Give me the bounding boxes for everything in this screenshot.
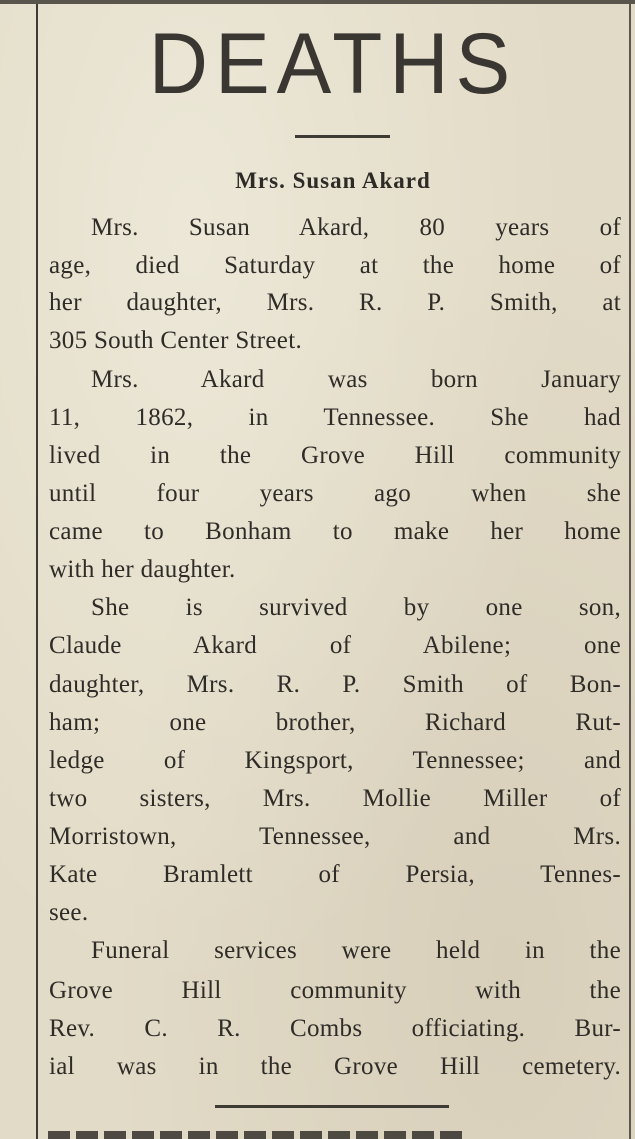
body-line: Mrs. Akard was born January <box>91 366 621 393</box>
article-end-rule <box>215 1105 449 1108</box>
body-line: ham; one brother, Richard Rut- <box>49 709 621 736</box>
body-line: Rev. C. R. Combs officiating. Bur- <box>49 1015 621 1042</box>
obituary-headline: Mrs. Susan Akard <box>235 168 431 193</box>
body-line: lived in the Grove Hill community <box>49 442 621 469</box>
left-column-rule <box>36 4 38 1139</box>
body-line: Funeral services were held in the <box>91 937 621 964</box>
heading-divider <box>295 135 390 138</box>
body-line: Claude Akard of Abilene; one <box>49 632 621 659</box>
body-line: Grove Hill community with the <box>49 977 621 1004</box>
body-line: until four years ago when she <box>49 480 621 507</box>
body-line: 305 South Center Street. <box>49 327 303 354</box>
body-line: with her daughter. <box>49 556 236 583</box>
body-line: She is survived by one son, <box>91 594 621 621</box>
top-border-rule <box>0 0 635 4</box>
section-heading: DEATHS <box>148 16 518 112</box>
body-line: see. <box>49 899 89 926</box>
body-line: Mrs. Susan Akard, 80 years of <box>91 214 621 241</box>
body-line: Morristown, Tennessee, and Mrs. <box>49 823 621 850</box>
body-line: 11, 1862, in Tennessee. She had <box>49 404 621 431</box>
right-column-rule <box>629 4 631 1139</box>
body-line: her daughter, Mrs. R. P. Smith, at <box>49 289 621 316</box>
body-line: came to Bonham to make her home <box>49 518 621 545</box>
body-line: daughter, Mrs. R. P. Smith of Bon- <box>49 671 621 698</box>
body-line: Kate Bramlett of Persia, Tennes- <box>49 861 621 888</box>
next-article-cut-off <box>48 1128 468 1139</box>
body-line: ial was in the Grove Hill cemetery. <box>49 1053 621 1080</box>
body-line: two sisters, Mrs. Mollie Miller of <box>49 785 621 812</box>
body-line: ledge of Kingsport, Tennessee; and <box>49 747 621 774</box>
body-line: age, died Saturday at the home of <box>49 252 621 279</box>
